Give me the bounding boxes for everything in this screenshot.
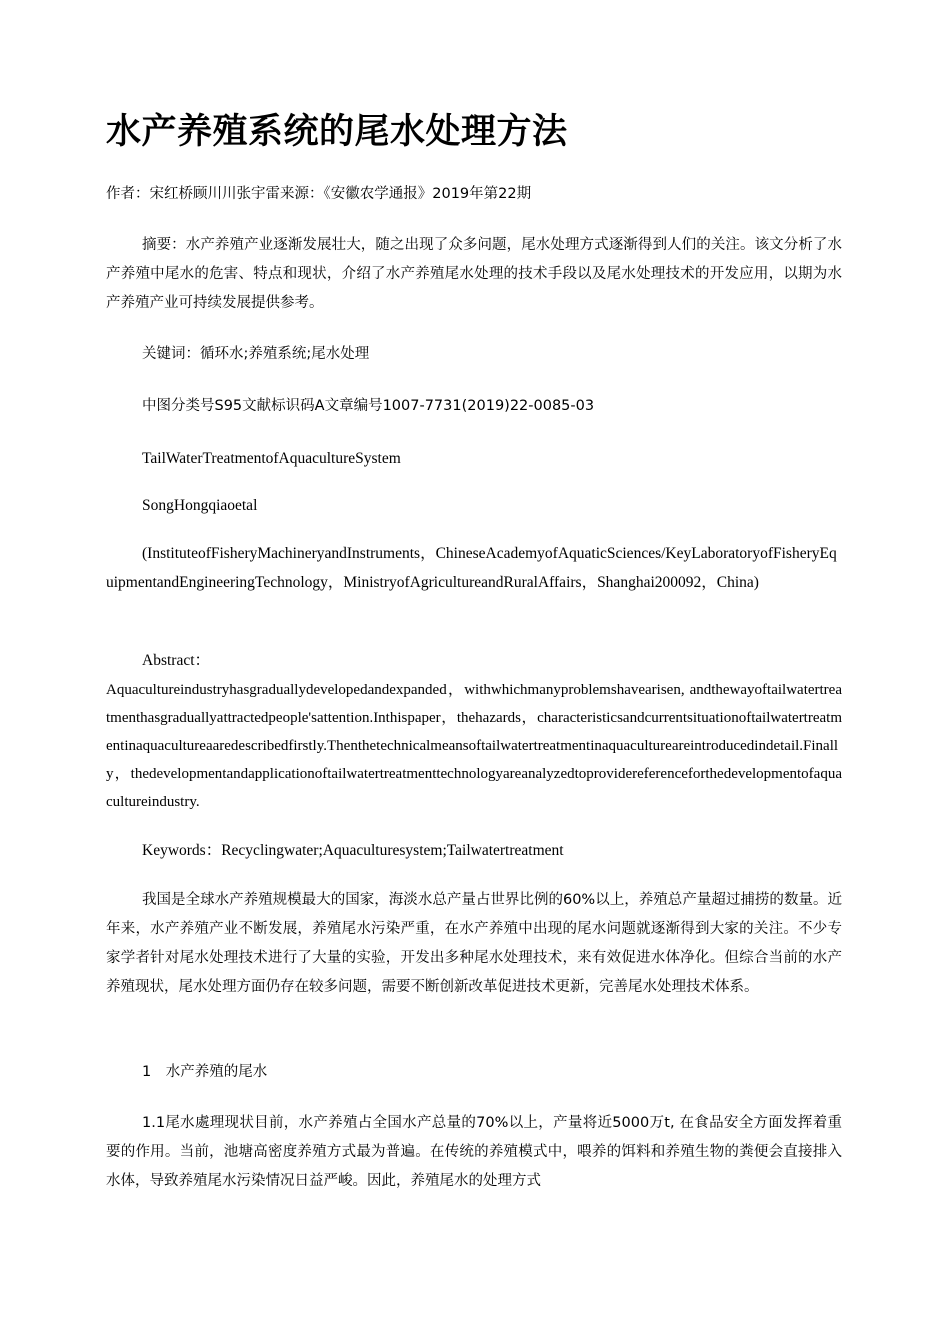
section-1-heading: 1 水产养殖的尾水: [142, 1064, 268, 1080]
article-title: 水产养殖系统的尾水处理方法: [106, 112, 568, 152]
article-byline: 作者：宋红桥顾川川张宇雷来源：《安徽农学通报》2019年第22期: [106, 186, 532, 202]
chinese-abstract: 摘要：水产养殖产业逐渐发展壮大，随之出现了众多问题，尾水处理方式逐渐得到人们的关注。该文分析了水产养殖中尾水的危害、特点和现状，介绍了水产养殖尾水处理的技术手段以及尾水处理技术的开发应用，以期为水产养殖产业可持续发展提供参考。: [106, 237, 842, 311]
english-abstract: Aquacultureindustryhasgraduallydevelopedandexpanded，withwhichmanyproblemshavearisen, andthewayoftailwatertreatmenthasgraduallyattractedpeople'sattention.Inthispaper，thehazards，characteristicsandcurrentsituationoftailwatertreatmentinaquacultureaaredescribedfirstly.Thenthetechnicalmeansoftailwatertreatmentinaquacultureareintroducedindetail.Finally，thedevelopmentandapplicationoftailwatertreatmenttechnologyareanalyzedtoprovidereferenceforthedevelopmentofaquacultureindustry.: [106, 682, 842, 810]
section-1-1-paragraph: 1.1尾水處理现状目前，水产养殖占全国水产总量的70%以上，产量将近5000万t, 在食品安全方面发挥着重要的作用。当前，池塘高密度养殖方式最为普遍。在传统的养殖模式中，喂养的饵料和养殖生物的粪便会直接排入水体，导致养殖尾水污染情况日益严峻。因此，养殖尾水的处理方式: [106, 1115, 842, 1189]
english-keywords: Keywords：Recyclingwater;Aquaculturesystem;Tailwatertreatment: [142, 842, 564, 859]
english-title: TailWaterTreatmentofAquacultureSystem: [142, 450, 401, 467]
english-affiliation: (InstituteofFisheryMachineryandInstruments，ChineseAcademyofAquaticSciences/KeyLaboratoryofFisheryEquipmentandEngineeringTechnology，MinistryofAgricultureandRuralAffairs，Shanghai200092，China): [106, 545, 837, 591]
introduction-paragraph: 我国是全球水产养殖规模最大的国家，海淡水总产量占世界比例的60%以上，养殖总产量超过捕捞的数量。近年来，水产养殖产业不断发展，养殖尾水污染严重，在水产养殖中出现的尾水问题就逐渐得到大家的关注。不少专家学者针对尾水处理技术进行了大量的实验，开发出多种尾水处理技术，来有效促进水体净化。但综合当前的水产养殖现状，尾水处理方面仍存在较多问题，需要不断创新改革促进技术更新，完善尾水处理技术体系。: [106, 892, 842, 995]
classification-codes: 中图分类号S95文献标识码A文章编号1007-7731(2019)22-0085-03: [142, 398, 595, 414]
english-author: SongHongqiaoetal: [142, 497, 258, 514]
chinese-keywords: 关键词：循环水;养殖系统;尾水处理: [142, 346, 370, 362]
english-abstract-label: Abstract：: [142, 652, 211, 669]
